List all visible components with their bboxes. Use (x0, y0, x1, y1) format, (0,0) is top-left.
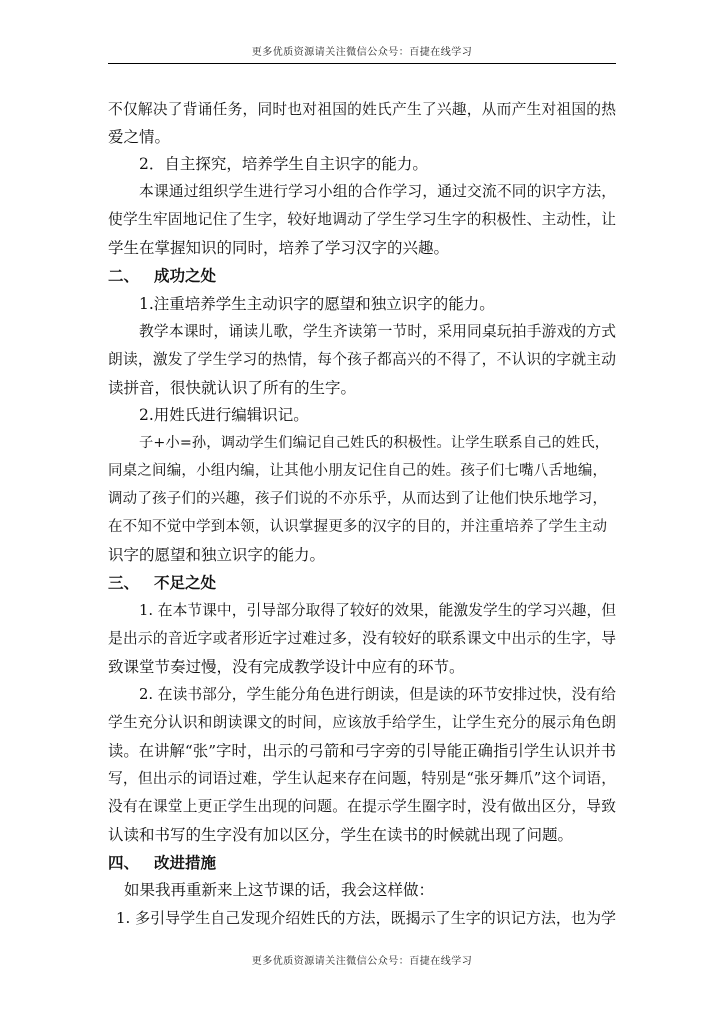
paragraph-line: 教学本课时，诵读儿歌，学生齐读第一节时，采用同桌玩拍手游戏的方式 (139, 323, 616, 340)
paragraph-line: 2．自主探究，培养学生自主识字的能力。 (139, 155, 428, 173)
paragraph-line: 在不知不觉中学到本领，认识掌握更多的汉字的目的，并注重培养了学生主动 (108, 519, 607, 535)
paragraph-line: 是出示的音近字或者形近字过难过多，没有较好的联系课文中出示的生字，导 (108, 630, 616, 647)
section-heading-title: 成功之处 (154, 267, 217, 285)
paragraph-line: 同桌之间编，小组内编，让其他小朋友记住自己的姓。孩子们七嘴八舌地编， (108, 463, 607, 479)
paragraph-line: 读。在讲解“张”字时，出示的弓箭和弓字旁的引导能正确指引学生认识并书 (108, 742, 616, 760)
page-header: 更多优质资源请关注微信公众号：百捷在线学习 (251, 47, 473, 58)
paragraph-line: 写，但出示的词语过难，学生认起来存在问题，特别是“张牙舞爪”这个词语， (108, 770, 616, 787)
paragraph-line: 使学生牢固地记住了生字，较好地调动了学生学习生字的积极性、主动性，让 (108, 211, 616, 228)
section-heading-title: 改进措施 (154, 854, 217, 872)
paragraph-line: 1. 在本节课中，引导部分取得了较好的效果，能激发学生的学习兴趣，但 (139, 602, 616, 619)
paragraph-line: 不仅解决了背诵任务，同时也对祖国的姓氏产生了兴趣，从而产生对祖国的热 (108, 101, 616, 118)
paragraph-line: 如果我再重新来上这节课的话，我会这样做： (124, 881, 435, 899)
paragraph-line: 2.用姓氏进行编辑识记。 (139, 406, 309, 424)
paragraph-line: 识字的愿望和独立识字的能力。 (108, 546, 326, 564)
section-heading (108, 853, 216, 873)
paragraph-line: 学生在掌握知识的同时，培养了学习汉字的兴趣。 (108, 239, 450, 257)
paragraph-line: 读拼音，很快就认识了所有的生字。 (108, 379, 357, 397)
paragraph-line: 学生充分认识和朗读课文的时间，应该放手给学生，让学生充分的展示角色朗 (108, 714, 616, 731)
section-heading-title: 不足之处 (154, 574, 217, 592)
paragraph-line: 本课通过组织学生进行学习小组的合作学习，通过交流不同的识字方法， (139, 183, 616, 200)
paragraph-line: 朗读，激发了学生学习的热情，每个孩子都高兴的不得了，不认识的字就主动 (108, 351, 616, 368)
paragraph-line: 调动了孩子们的兴趣，孩子们说的不亦乐乎，从而达到了让他们快乐地学习， (108, 491, 607, 507)
paragraph-line: 认读和书写的生字没有加以区分，学生在读书的时候就出现了问题。 (108, 826, 574, 844)
section-heading (108, 573, 216, 593)
paragraph-line: 2. 在读书部分，学生能分角色进行朗读，但是读的环节安排过快，没有给 (139, 686, 616, 703)
section-heading-number: 二、 (108, 267, 140, 285)
paragraph-line: 致课堂节奏过慢，没有完成教学设计中应有的环节。 (108, 658, 465, 676)
section-heading-number: 四、 (108, 854, 140, 872)
page-footer: 更多优质资源请关注微信公众号：百捷在线学习 (251, 956, 473, 967)
paragraph-line: 1.注重培养学生主动识字的愿望和独立识字的能力。 (139, 295, 495, 313)
paragraph-line: 爱之情。 (108, 128, 171, 146)
section-heading-number: 三、 (108, 574, 140, 592)
section-heading (108, 266, 216, 286)
paragraph-line: 子+小=孙，调动学生们编记自己姓氏的积极性。让学生联系自己的姓氏， (139, 435, 609, 451)
paragraph-line: 没有在课堂上更正学生出现的问题。在提示学生圈字时，没有做出区分，导致 (108, 798, 616, 815)
paragraph-line: 1. 多引导学生自己发现介绍姓氏的方法，既揭示了生字的识记方法，也为学 (116, 909, 616, 927)
header-divider (108, 63, 616, 64)
